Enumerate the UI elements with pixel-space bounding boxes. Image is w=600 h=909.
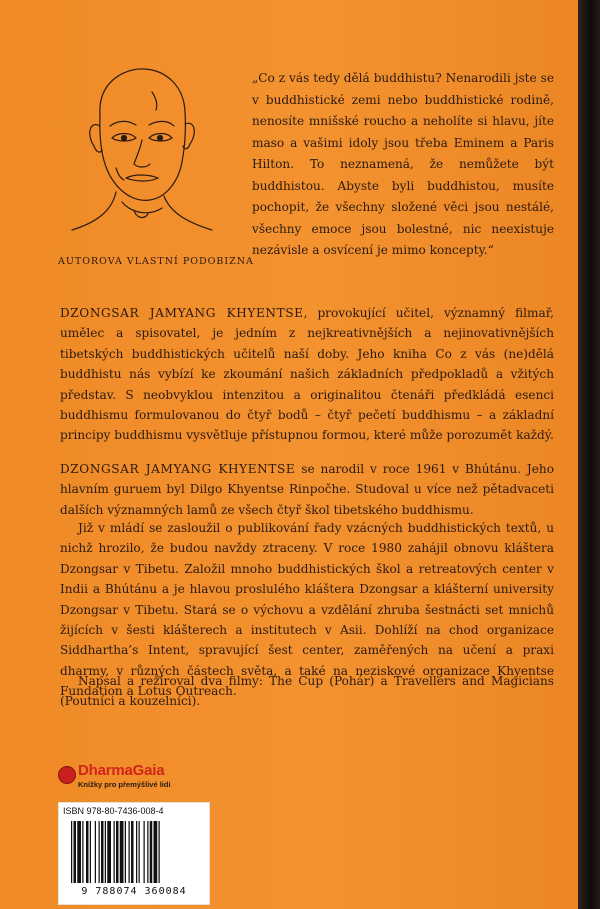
- isbn-barcode-box: [58, 802, 210, 905]
- barcode-digits: 9 788074 360084: [81, 886, 187, 897]
- author-name: DZONGSAR JAMYANG KHYENTSE: [60, 462, 296, 476]
- author-bio-paragraph: [60, 459, 554, 520]
- author-self-portrait-sketch: [52, 62, 220, 247]
- book-spine-edge: [578, 0, 600, 909]
- author-films-paragraph: Napsal a režíroval dva filmy: The Cup (Pohár) a Travellers and Magicians (Poutníci a kouzelníci).: [60, 674, 554, 709]
- dharmagaia-logo-icon: [58, 766, 76, 784]
- author-intro-text: , provokující učitel, významný filmař, umělec a spisovatel, je jedním z nejkreativnějších a nejinovativnějších tibetských buddhistických učitelů naší doby. Jeho kniha Co z vás (ne)dělá buddhistu nás vybízí ke zkoumání našich základních předpokladů a vžitých představ. S neobvyklou intenzitou a originalitou čtenáři předkládá esenci buddhismu formulovanou do čtyř bodů – čtyř pečetí buddhismu – a základní principy buddhismu vysvětluje přístupnou formou, které může porozumět každý.: [60, 306, 554, 443]
- barcode: [69, 821, 203, 883]
- publisher-logo: [58, 764, 178, 800]
- author-work-paragraph: Již v mládí se zasloužil o publikování řady vzácných buddhistických textů, u nichž hrozilo, že budou navždy ztraceny. V roce 1980 zahájil obnovu kláštera Dzongsar v Tibetu. Založil mnoho buddhistických škol a retreatových center v Indii a Bhútánu a je hlavou proslulého kláštera Dzongsar a klášterní university Dzongsar v Tibetu. Stará se o výchovu a vzdělání zhruba šestnácti set mnichů žijících v šesti klášterech a institutech v Asii. Dohlíží na chod organizace Siddhartha’s Intent, spravující šest center, zaměřených na učení a praxi dharmy, v různých částech světa, a také na neziskové organizace Khyentse Fundation a Lotus Outreach.: [60, 521, 554, 699]
- author-intro-paragraph: [60, 303, 554, 446]
- author-name: DZONGSAR JAMYANG KHYENTSE: [60, 306, 304, 320]
- author-bio-text: se narodil v roce 1961 v Bhútánu. Jeho hlavním guruem byl Dilgo Khyentse Rinpočhe. Studoval u více než pětadvaceti dalších významných lamů ze všech čtyř škol tibetského buddhismu.: [60, 462, 554, 517]
- publisher-tagline: Knížky pro přemýšlivé lidi: [78, 780, 171, 789]
- portrait-caption: AUTOROVA VLASTNÍ PODOBIZNA: [58, 256, 254, 267]
- blurb-quote: „Co z vás tedy dělá buddhistu? Nenarodili jste se v buddhistické zemi nebo buddhistické rodině, nenosíte mnišské roucho a neholíte si hlavu, jíte maso a vašimi idoly jsou třeba Eminem a Paris Hilton. To neznamená, že nemůžete být buddhistou. Abyste byli buddhistou, musíte pochopit, že všechny složené věci jsou nestálé, všechny emoce jsou bolestné, nic neexistuje nezávisle a osvícení je mimo koncepty.“: [252, 71, 554, 257]
- publisher-name: DharmaGaia: [78, 762, 165, 779]
- isbn-label: ISBN 978-80-7436-008-4: [63, 806, 164, 816]
